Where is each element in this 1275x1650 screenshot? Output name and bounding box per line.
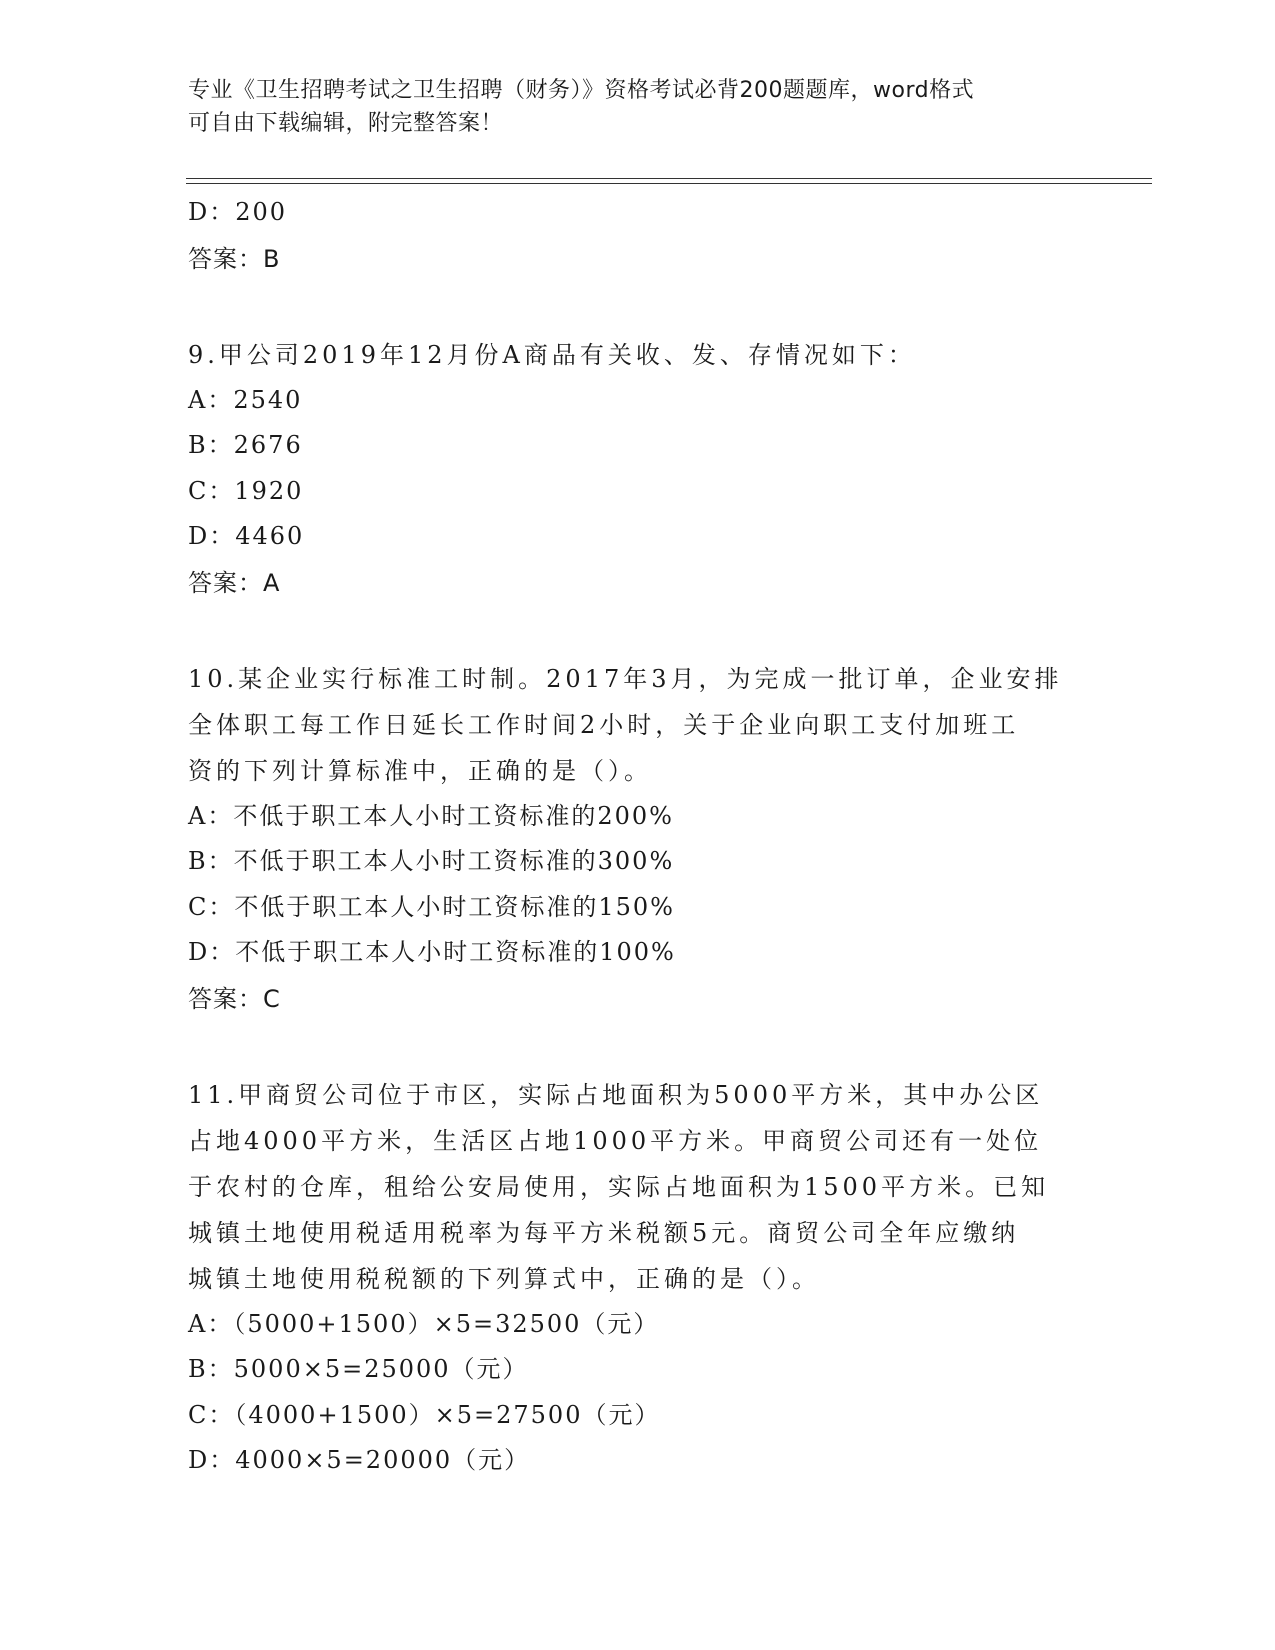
question-stem-line: 于农村的仓库，租给公安局使用，实际占地面积为1500平方米。已知 [188, 1172, 1050, 1201]
page-header [188, 74, 1068, 140]
option-c: C：（4000+1500）×5=27500（元） [188, 1400, 661, 1429]
header-title-line-1: 专业《卫生招聘考试之卫生招聘（财务）》资格考试必背200题题库，word格式 [188, 78, 975, 103]
question-stem-line: 占地4000平方米，生活区占地1000平方米。甲商贸公司还有一处位 [188, 1126, 1043, 1155]
question-10 [188, 656, 1088, 1022]
option-b: B：2676 [188, 431, 303, 459]
question-11 [188, 1072, 1088, 1484]
question-stem-line: 城镇土地使用税适用税率为每平方米税额5元。商贸公司全年应缴纳 [188, 1218, 1020, 1247]
question-stem-line: 11.甲商贸公司位于市区，实际占地面积为5000平方米，其中办公区 [188, 1080, 1044, 1109]
option-d: D：不低于职工本人小时工资标准的100% [188, 938, 676, 966]
header-divider-top [186, 178, 1152, 179]
option-a: A：2540 [188, 385, 303, 414]
question-stem-line: 10.某企业实行标准工时制。2017年3月，为完成一批订单，企业安排 [188, 664, 1063, 693]
answer-label: 答案：A [188, 568, 281, 597]
option-a: A：不低于职工本人小时工资标准的200% [188, 801, 674, 830]
header-divider-bottom [186, 183, 1152, 184]
question-stem-line: 城镇土地使用税税额的下列算式中，正确的是（）。 [188, 1264, 820, 1293]
answer-label: 答案：C [188, 984, 281, 1013]
header-title-line-2: 可自由下载编辑，附完整答案！ [188, 111, 504, 136]
option-b: B：不低于职工本人小时工资标准的300% [188, 847, 675, 875]
option-d: D：4460 [188, 522, 305, 550]
question-9 [188, 332, 1088, 606]
option-c: C：1920 [188, 476, 304, 505]
option-a: A：（5000+1500）×5=32500（元） [188, 1309, 660, 1338]
question-stem-line: 全体职工每工作日延长工作时间2小时，关于企业向职工支付加班工 [188, 710, 1020, 739]
prev-option-d: D：200 [188, 198, 288, 226]
prev-answer: 答案：B [188, 244, 281, 273]
option-b: B：5000×5=25000（元） [188, 1355, 529, 1383]
question-stem-line: 9.甲公司2019年12月份A商品有关收、发、存情况如下： [188, 340, 916, 369]
question-stem-line: 资的下列计算标准中，正确的是（）。 [188, 756, 652, 785]
question-list [188, 190, 1088, 1484]
option-c: C：不低于职工本人小时工资标准的150% [188, 892, 675, 921]
option-d: D：4000×5=20000（元） [188, 1446, 531, 1474]
